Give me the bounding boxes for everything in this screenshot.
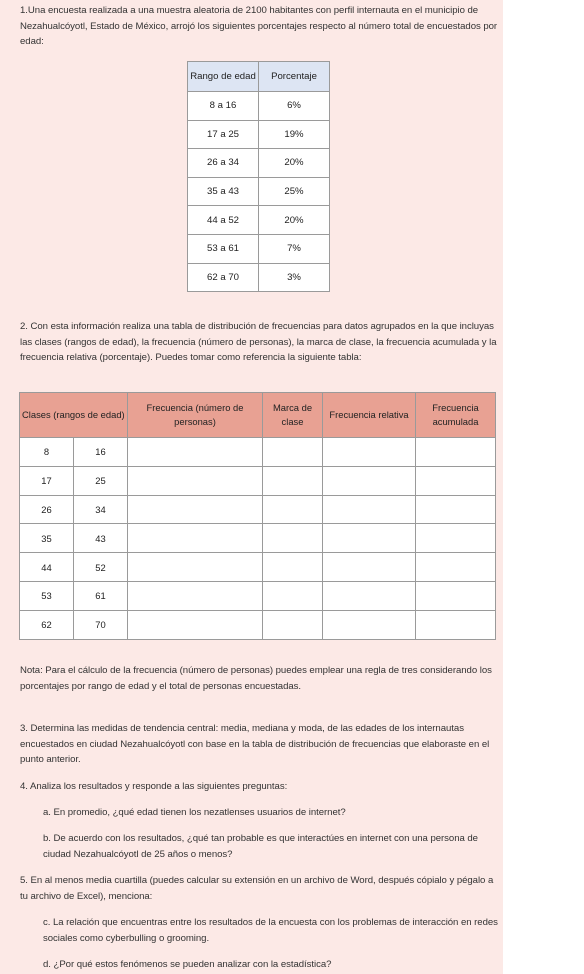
class-lower-cell: 17 — [20, 466, 74, 495]
table-row — [188, 263, 330, 292]
empty-cell — [263, 553, 323, 582]
class-lower-cell: 8 — [20, 438, 74, 467]
empty-cell — [128, 553, 263, 582]
class-lower-cell: 35 — [20, 524, 74, 553]
question-4-text: 4. Analiza los resultados y responde a las siguientes preguntas: — [20, 781, 288, 792]
percentage-cell: 19% — [259, 120, 330, 149]
class-lower-cell: 44 — [20, 553, 74, 582]
table-header-row — [188, 62, 330, 92]
class-lower-cell: 26 — [20, 495, 74, 524]
empty-cell — [323, 466, 416, 495]
empty-cell — [323, 610, 416, 639]
table-row — [20, 610, 496, 639]
empty-cell — [128, 581, 263, 610]
table-row — [188, 149, 330, 178]
age-range-cell: 62 a 70 — [188, 263, 259, 292]
percentage-cell: 25% — [259, 177, 330, 206]
empty-cell — [323, 495, 416, 524]
empty-cell — [128, 524, 263, 553]
note-text: Nota: Para el cálculo de la frecuencia (número de personas) puedes emplear una regla de tres considerando los porcentajes por rango de edad y el total de personas encuestadas. — [20, 665, 492, 692]
question-5d-text: d. ¿Por qué estos fenómenos se pueden analizar con la estadística? — [43, 959, 332, 970]
empty-cell — [416, 581, 496, 610]
empty-cell — [128, 610, 263, 639]
empty-cell — [263, 438, 323, 467]
class-upper-cell: 34 — [74, 495, 128, 524]
table-header-row — [20, 393, 496, 438]
class-upper-cell: 52 — [74, 553, 128, 582]
header-cumulative-frequency: Frecuencia acumulada — [416, 393, 496, 438]
header-age-range: Rango de edad — [188, 62, 259, 92]
class-upper-cell: 16 — [74, 438, 128, 467]
class-upper-cell: 70 — [74, 610, 128, 639]
question-4b-text: b. De acuerdo con los resultados, ¿qué tan probable es que interactúes en internet con una persona de ciudad Nezahualcóyotl de 25 años o menos? — [43, 833, 478, 860]
question-4a-text: a. En promedio, ¿qué edad tienen los nezatlenses usuarios de internet? — [43, 807, 346, 818]
age-range-cell: 8 a 16 — [188, 92, 259, 121]
empty-cell — [263, 610, 323, 639]
percentage-cell: 20% — [259, 206, 330, 235]
empty-cell — [128, 466, 263, 495]
header-relative-frequency: Frecuencia relativa — [323, 393, 416, 438]
empty-cell — [128, 438, 263, 467]
table-row — [20, 438, 496, 467]
frequency-distribution-table — [19, 392, 496, 640]
empty-cell — [263, 524, 323, 553]
question-1-text: 1.Una encuesta realizada a una muestra aleatoria de 2100 habitantes con perfil internauta en el municipio de Nezahualcóyotl, Estado de México, arrojó los siguientes porcentajes respecto al número total de encuestados por edad: — [20, 5, 498, 47]
empty-cell — [263, 581, 323, 610]
class-lower-cell: 53 — [20, 581, 74, 610]
class-upper-cell: 61 — [74, 581, 128, 610]
question-3-text: 3. Determina las medidas de tendencia central: media, mediana y moda, de las edades de los internautas encuestados en ciudad Nezahualcóyotl con base en la tabla de distribución de frecuencias que elaboraste en el punto anterior. — [20, 723, 490, 765]
empty-cell — [416, 438, 496, 467]
percentage-cell: 7% — [259, 234, 330, 263]
empty-cell — [323, 524, 416, 553]
age-range-cell: 53 a 61 — [188, 234, 259, 263]
table-row — [20, 581, 496, 610]
question-2-text: 2. Con esta información realiza una tabla de distribución de frecuencias para datos agrupados en la que incluyas las clases (rangos de edad), la frecuencia (número de personas), la marca de clase, la frecuencia acumulada y la frecuencia relativa (porcentaje). Puedes tomar como referencia la siguiente tabla: — [20, 321, 497, 363]
empty-cell — [416, 495, 496, 524]
table-row — [20, 466, 496, 495]
table-row — [188, 177, 330, 206]
table-row — [188, 92, 330, 121]
age-range-cell: 35 a 43 — [188, 177, 259, 206]
empty-cell — [416, 524, 496, 553]
table-row — [188, 234, 330, 263]
age-percentage-table — [187, 61, 330, 292]
empty-cell — [416, 610, 496, 639]
table-row — [20, 524, 496, 553]
percentage-cell: 6% — [259, 92, 330, 121]
table-row — [188, 120, 330, 149]
header-classes: Clases (rangos de edad) — [20, 393, 128, 438]
empty-cell — [416, 466, 496, 495]
class-lower-cell: 62 — [20, 610, 74, 639]
age-range-cell: 26 a 34 — [188, 149, 259, 178]
table-row — [188, 206, 330, 235]
empty-cell — [323, 581, 416, 610]
age-range-cell: 17 a 25 — [188, 120, 259, 149]
header-percentage: Porcentaje — [259, 62, 330, 92]
question-5c-text: c. La relación que encuentras entre los resultados de la encuesta con los problemas de interacción en redes sociales como cyberbulling o grooming. — [43, 917, 498, 944]
empty-cell — [128, 495, 263, 524]
empty-cell — [323, 553, 416, 582]
header-class-mark: Marca de clase — [263, 393, 323, 438]
empty-cell — [263, 466, 323, 495]
percentage-cell: 20% — [259, 149, 330, 178]
class-upper-cell: 43 — [74, 524, 128, 553]
header-frequency: Frecuencia (número de personas) — [128, 393, 263, 438]
class-upper-cell: 25 — [74, 466, 128, 495]
empty-cell — [263, 495, 323, 524]
question-5-text: 5. En al menos media cuartilla (puedes calcular su extensión en un archivo de Word, después cópialo y pégalo a tu archivo de Excel), menciona: — [20, 875, 494, 902]
percentage-cell: 3% — [259, 263, 330, 292]
empty-cell — [323, 438, 416, 467]
empty-cell — [416, 553, 496, 582]
age-range-cell: 44 a 52 — [188, 206, 259, 235]
table-row — [20, 553, 496, 582]
table-row — [20, 495, 496, 524]
